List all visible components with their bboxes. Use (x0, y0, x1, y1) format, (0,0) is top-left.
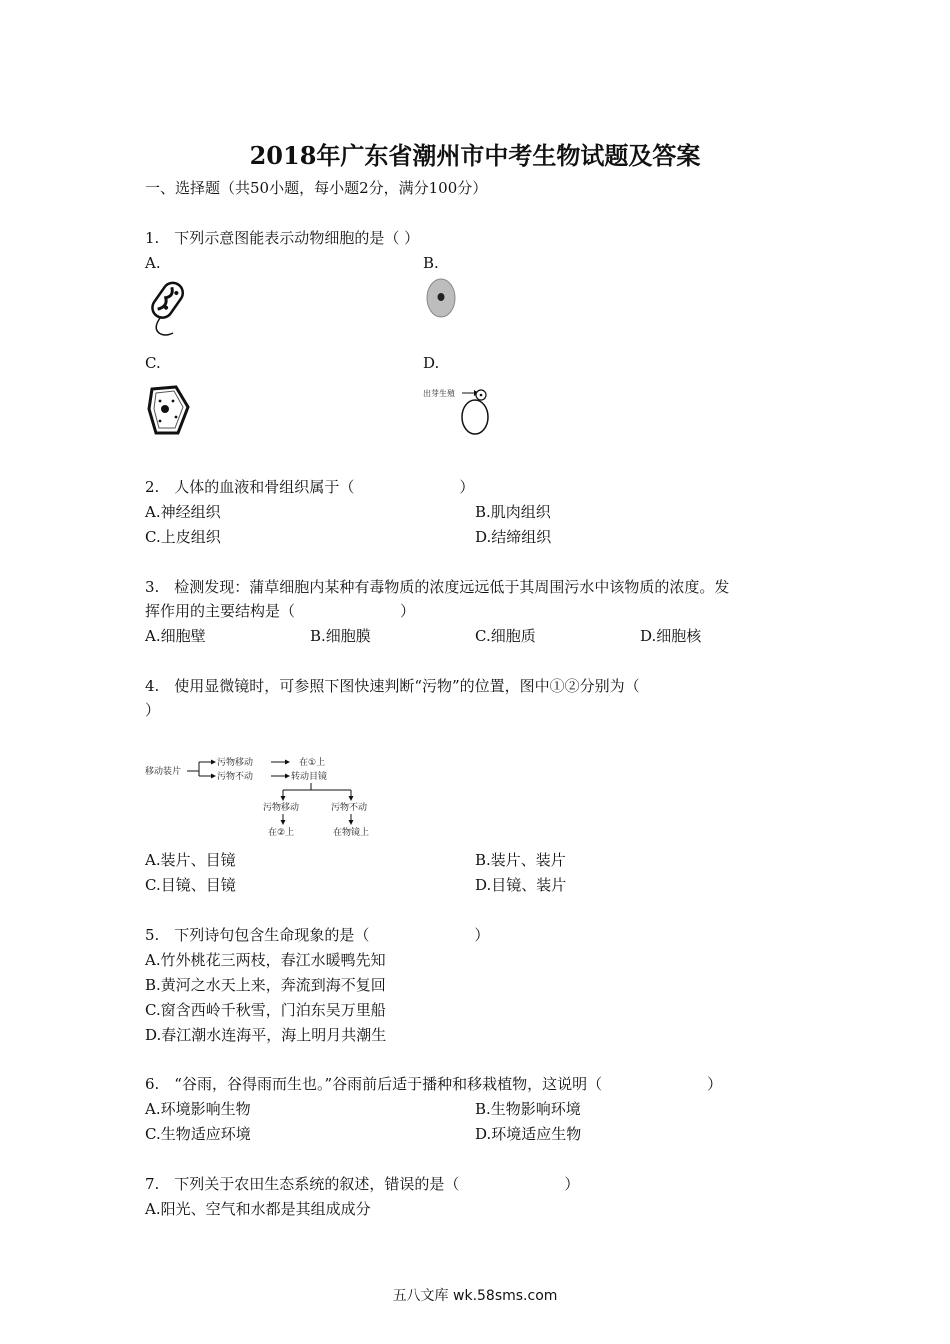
question-2-option-a: A.神经组织 (145, 503, 221, 521)
dirt-location-flowchart (143, 752, 393, 840)
question-2-stem: 2. 人体的血液和骨组织属于（ ） (145, 478, 475, 496)
question-3-option-a: A.细胞壁 (145, 627, 206, 645)
question-5-option-b: B.黄河之水天上来，奔流到海不复回 (145, 976, 386, 994)
question-1-option-c-label: C. (145, 354, 161, 372)
question-6-option-d: D.环境适应生物 (475, 1125, 582, 1143)
question-1-stem: 1. 下列示意图能表示动物细胞的是（ ） (145, 229, 420, 247)
question-5-option-c: C.窗含西岭千秋雪，门泊东吴万里船 (145, 1001, 386, 1019)
question-4-stem-line2: ） (145, 701, 161, 719)
question-6-stem: 6. “谷雨，谷得雨而生也。”谷雨前后适于播种和移栽植物，这说明（ ） (145, 1075, 723, 1093)
animal-cell-figure (424, 276, 460, 322)
question-6-option-c: C.生物适应环境 (145, 1125, 251, 1143)
question-1-option-b-label: B. (423, 254, 439, 272)
section-heading: 一、选择题（共50小题，每小题2分，满分100分） (145, 179, 488, 197)
question-1-option-d-label: D. (423, 354, 440, 372)
question-7-stem: 7. 下列关于农田生态系统的叙述，错误的是（ ） (145, 1175, 580, 1193)
question-2-option-c: C.上皮组织 (145, 528, 221, 546)
budding-yeast-figure (422, 382, 494, 438)
question-4-stem-line1: 4. 使用显微镜时，可参照下图快速判断“污物”的位置，图中①②分别为（ (145, 677, 640, 695)
budding-label: 出芽生殖 (423, 389, 455, 398)
question-7-option-a: A.阳光、空气和水都是其组成成分 (145, 1200, 371, 1218)
flow-on-1: 在①上 (299, 758, 326, 768)
question-1-option-a-label: A. (145, 254, 161, 272)
question-3-stem-line1: 3. 检测发现：蒲草细胞内某种有毒物质的浓度远远低于其周围污水中该物质的浓度。发 (145, 578, 730, 596)
question-3-stem-line2: 挥作用的主要结构是（ ） (145, 602, 416, 620)
question-4-option-a: A.装片、目镜 (145, 851, 236, 869)
question-5-stem: 5. 下列诗句包含生命现象的是（ ） (145, 926, 490, 944)
question-3-option-c: C.细胞质 (475, 627, 536, 645)
page-footer: 五八文库 wk.58sms.com (392, 1288, 558, 1304)
question-6-option-a: A.环境影响生物 (145, 1100, 251, 1118)
plant-cell-figure (146, 383, 192, 439)
question-2-option-d: D.结缔组织 (475, 528, 552, 546)
question-6-option-b: B.生物影响环境 (475, 1100, 581, 1118)
question-4-option-c: C.目镜、目镜 (145, 876, 236, 894)
bacterium-figure (147, 278, 192, 340)
flow-dirt-still: 污物不动 (217, 772, 254, 782)
question-4-option-d: D.目镜、装片 (475, 876, 567, 894)
question-5-option-d: D.春江潮水连海平，海上明月共潮生 (145, 1026, 387, 1044)
flow-on-objective: 在物镜上 (333, 828, 370, 838)
question-3-option-d: D.细胞核 (640, 627, 702, 645)
question-5-option-a: A.竹外桃花三两枝，春江水暖鸭先知 (145, 951, 386, 969)
flow-move-slide: 移动装片 (145, 767, 182, 777)
flow-dirt-moves-2: 污物移动 (263, 803, 300, 813)
flow-dirt-moves: 污物移动 (217, 758, 254, 768)
question-4-option-b: B.装片、装片 (475, 851, 566, 869)
document-title: 2018年广东省潮州市中考生物试题及答案 (249, 141, 701, 170)
question-2-option-b: B.肌肉组织 (475, 503, 551, 521)
flow-dirt-still-2: 污物不动 (331, 803, 368, 813)
flow-on-2: 在②上 (268, 828, 295, 838)
question-3-option-b: B.细胞膜 (310, 627, 371, 645)
flow-turn-eyepiece: 转动目镜 (291, 772, 328, 782)
